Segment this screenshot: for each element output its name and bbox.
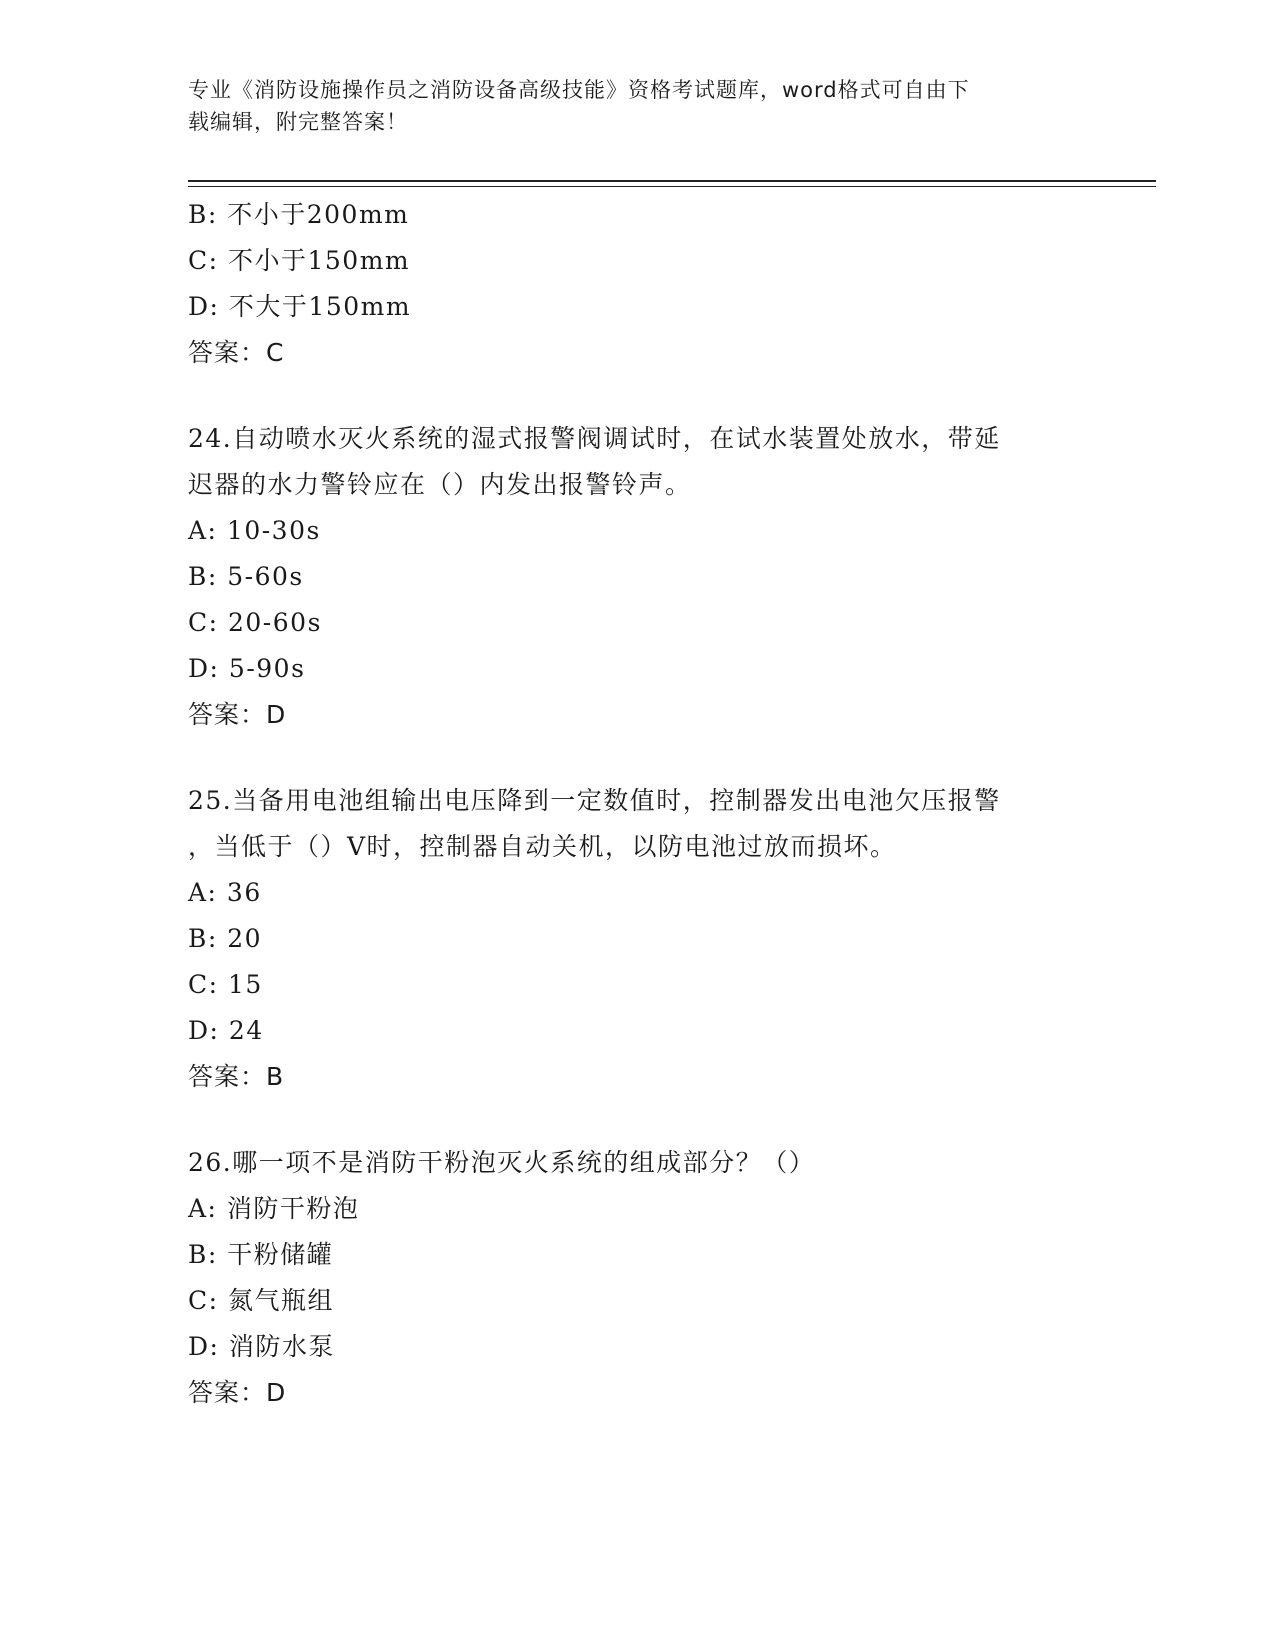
question-block-23	[188, 192, 1088, 376]
option-d: D: 24	[188, 1016, 264, 1045]
question-stem-line-1: 26.哪一项不是消防干粉泡灭火系统的组成部分？（）	[188, 1148, 816, 1177]
answer-text: 答案：D	[188, 1378, 287, 1407]
question-stem-line-1: 25.当备用电池组输出电压降到一定数值时，控制器发出电池欠压报警	[188, 786, 1001, 815]
option-a: A: 10-30s	[188, 516, 321, 545]
question-block-25	[188, 778, 1088, 1100]
option-a: A: 36	[188, 878, 262, 907]
header-line-1: 专业《消防设施操作员之消防设备高级技能》资格考试题库，word格式可自由下	[188, 78, 970, 102]
option-c: C: 不小于150mm	[188, 246, 411, 275]
answer-text: 答案：B	[188, 1062, 285, 1091]
header-divider-thick	[188, 180, 1156, 182]
option-c: C: 20-60s	[188, 608, 322, 637]
option-d: D: 不大于150mm	[188, 292, 412, 321]
option-c: C: 氮气瓶组	[188, 1286, 334, 1315]
answer-text: 答案：D	[188, 700, 287, 729]
option-b: B: 干粉储罐	[188, 1240, 334, 1269]
question-stem-line-2: ，当低于（）V时，控制器自动关机，以防电池过放而损坏。	[188, 832, 897, 861]
option-b: B: 不小于200mm	[188, 200, 410, 229]
question-block-24	[188, 416, 1088, 738]
option-a: A: 消防干粉泡	[188, 1194, 360, 1223]
header-divider-thin	[188, 186, 1156, 187]
option-b: B: 20	[188, 924, 263, 953]
question-block-26	[188, 1140, 1088, 1416]
question-list	[188, 192, 1088, 1416]
header-line-2: 载编辑，附完整答案！	[188, 110, 408, 134]
question-stem-line-2: 迟器的水力警铃应在（）内发出报警铃声。	[188, 470, 692, 499]
question-stem-line-1: 24.自动喷水灭火系统的湿式报警阀调试时，在试水装置处放水，带延	[188, 424, 1001, 453]
option-d: D: 消防水泵	[188, 1332, 335, 1361]
option-b: B: 5-60s	[188, 562, 304, 591]
answer-text: 答案：C	[188, 338, 285, 367]
option-c: C: 15	[188, 970, 263, 999]
option-d: D: 5-90s	[188, 654, 306, 683]
document-header	[188, 74, 1068, 138]
